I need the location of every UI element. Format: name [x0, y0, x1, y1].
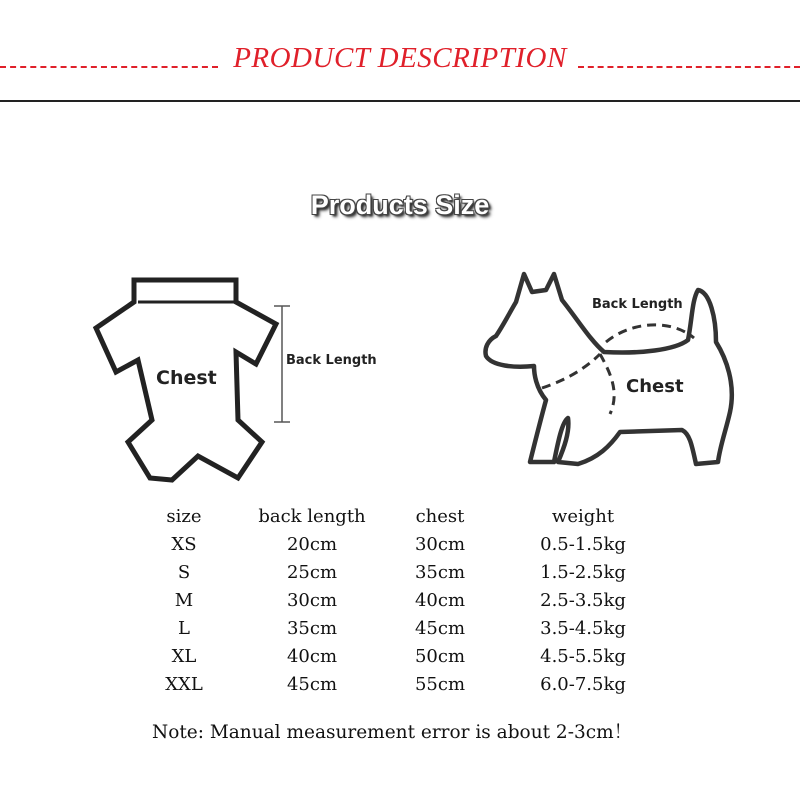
- dog-outline-icon: [470, 262, 740, 472]
- garment-outline-icon: [88, 272, 388, 488]
- dog-back-length-label: Back Length: [592, 297, 683, 312]
- products-size-title: Products Size: [310, 190, 490, 220]
- cell-chest: 55cm: [414, 674, 466, 695]
- cell-size: XL: [171, 646, 197, 667]
- header-dashed-line-left: [0, 66, 218, 68]
- cell-weight: 4.5-5.5kg: [540, 646, 626, 667]
- cell-back-length: 40cm: [286, 646, 338, 667]
- garment-back-length-label: Back Length: [286, 353, 377, 368]
- table-row: [0, 534, 800, 560]
- header-dashed-line-right: [578, 66, 800, 68]
- cell-size: S: [177, 562, 191, 583]
- cell-weight: 0.5-1.5kg: [540, 534, 626, 555]
- product-description-header: [0, 0, 800, 105]
- dog-chest-label: Chest: [626, 376, 684, 397]
- dog-size-diagram: [470, 262, 740, 472]
- size-table-header-row: [0, 506, 800, 532]
- header-chest: chest: [415, 506, 465, 527]
- cell-weight: 6.0-7.5kg: [540, 674, 626, 695]
- header-divider: [0, 100, 800, 102]
- cell-size: M: [174, 590, 194, 611]
- cell-back-length: 20cm: [286, 534, 338, 555]
- cell-back-length: 30cm: [286, 590, 338, 611]
- cell-back-length: 25cm: [286, 562, 338, 583]
- cell-size: XS: [171, 534, 197, 555]
- table-row: [0, 562, 800, 588]
- measurement-note: Note: Manual measurement error is about 2-3cm！: [152, 722, 633, 743]
- cell-weight: 1.5-2.5kg: [540, 562, 626, 583]
- header-weight: weight: [551, 506, 615, 527]
- cell-back-length: 45cm: [286, 674, 338, 695]
- cell-back-length: 35cm: [286, 618, 338, 639]
- garment-chest-label: Chest: [156, 367, 217, 389]
- header-size: size: [166, 506, 202, 527]
- garment-size-diagram: [88, 272, 388, 488]
- table-row: [0, 618, 800, 644]
- cell-size: XXL: [165, 674, 203, 695]
- cell-size: L: [178, 618, 190, 639]
- cell-chest: 45cm: [414, 618, 466, 639]
- table-row: [0, 646, 800, 672]
- table-row: [0, 590, 800, 616]
- cell-chest: 35cm: [414, 562, 466, 583]
- cell-weight: 2.5-3.5kg: [540, 590, 626, 611]
- header-title: PRODUCT DESCRIPTION: [233, 42, 567, 74]
- cell-chest: 40cm: [414, 590, 466, 611]
- cell-chest: 50cm: [414, 646, 466, 667]
- cell-chest: 30cm: [414, 534, 466, 555]
- cell-weight: 3.5-4.5kg: [540, 618, 626, 639]
- header-back-length: back length: [258, 506, 366, 527]
- table-row: [0, 674, 800, 700]
